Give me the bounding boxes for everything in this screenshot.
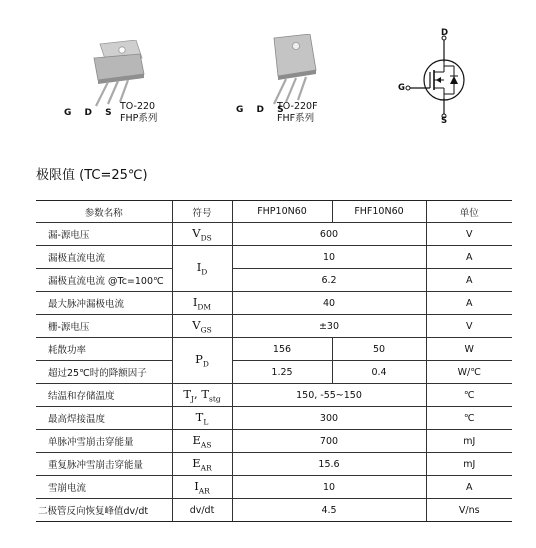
param-cell: 结温和存储温度 [36,384,172,407]
to220f-package-name: TO-220F [277,101,318,112]
symbol-cell: $V_{DS}$ [172,223,232,246]
to220f-pin-letters: G D S [236,105,289,115]
param-cell: 栅-源电压 [36,315,172,338]
value-cell: 4.5 [232,499,426,522]
unit-cell: A [426,246,512,269]
header-param: 参数名称 [36,201,172,223]
table-row [36,246,512,269]
unit-cell: A [426,292,512,315]
value-cell: 6.2 [232,269,426,292]
value-cell-fhf: 50 [332,338,426,361]
symbol-gate-label: G [398,83,405,93]
value-cell: 15.6 [232,453,426,476]
absolute-max-ratings-table [36,200,512,522]
table-row [36,292,512,315]
value-cell: 10 [232,246,426,269]
table-row [36,453,512,476]
to220-pin-letters: G D S [64,108,117,118]
symbol-cell: $I_D$ [172,246,232,292]
header-fhf: FHF10N60 [332,201,426,223]
mosfet-symbol-icon [396,28,476,124]
param-cell: 耗散功率 [36,338,172,361]
param-cell: 最高焊接温度 [36,407,172,430]
unit-cell: mJ [426,453,512,476]
value-cell-fhp: 1.25 [232,361,332,384]
value-cell-fhf: 0.4 [332,361,426,384]
to220-package-image [80,40,160,108]
table-row [36,315,512,338]
table-row [36,499,512,522]
symbol-cell: $E_{AS}$ [172,430,232,453]
param-cell: 最大脉冲漏极电流 [36,292,172,315]
symbol-cell: dv/dt [172,499,232,522]
symbol-cell: $T_L$ [172,407,232,430]
value-cell: 150, -55~150 [232,384,426,407]
value-cell: 700 [232,430,426,453]
symbol-drain-label: D [441,28,449,38]
section-title: 极限值 (TC=25℃) [36,168,148,183]
symbol-cell: $P_D$ [172,338,232,384]
unit-cell: A [426,269,512,292]
header-unit: 单位 [426,201,512,223]
value-cell: 600 [232,223,426,246]
unit-cell: A [426,476,512,499]
unit-cell: W [426,338,512,361]
symbol-cell: $T_J$, $T_{stg}$ [172,384,232,407]
symbol-source-label: S [441,116,448,126]
param-cell: 漏极直流电流 @Tc=100℃ [36,269,172,292]
unit-cell: ℃ [426,407,512,430]
symbol-cell: $E_{AR}$ [172,453,232,476]
table-row [36,476,512,499]
param-cell: 漏-源电压 [36,223,172,246]
value-cell: 300 [232,407,426,430]
unit-cell: mJ [426,430,512,453]
value-cell: 40 [232,292,426,315]
header-symbol: 符号 [172,201,232,223]
unit-cell: V [426,223,512,246]
table-row [36,223,512,246]
param-cell: 超过25℃时的降额因子 [36,361,172,384]
header-fhp: FHP10N60 [232,201,332,223]
table-row [36,384,512,407]
param-cell: 雪崩电流 [36,476,172,499]
table-row [36,269,512,292]
param-cell: 重复脉冲雪崩击穿能量 [36,453,172,476]
table-row [36,430,512,453]
to220-package-name: TO-220 [120,101,156,112]
value-cell-fhp: 156 [232,338,332,361]
unit-cell: ℃ [426,384,512,407]
symbol-cell: $I_{DM}$ [172,292,232,315]
value-cell: ±30 [232,315,426,338]
symbol-cell: $I_{AR}$ [172,476,232,499]
table-row [36,338,512,361]
table-row [36,361,512,384]
symbol-cell: $V_{GS}$ [172,315,232,338]
to220f-package-image [252,34,332,106]
param-cell: 二极管反向恢复峰值dv/dt [36,499,172,522]
unit-cell: W/℃ [426,361,512,384]
unit-cell: V [426,315,512,338]
value-cell: 10 [232,476,426,499]
table-header-row [36,201,512,223]
to220f-series-label: FHF系列 [277,113,315,124]
param-cell: 单脉冲雪崩击穿能量 [36,430,172,453]
param-cell: 漏极直流电流 [36,246,172,269]
unit-cell: V/ns [426,499,512,522]
table-row [36,407,512,430]
to220-series-label: FHP系列 [120,113,158,124]
